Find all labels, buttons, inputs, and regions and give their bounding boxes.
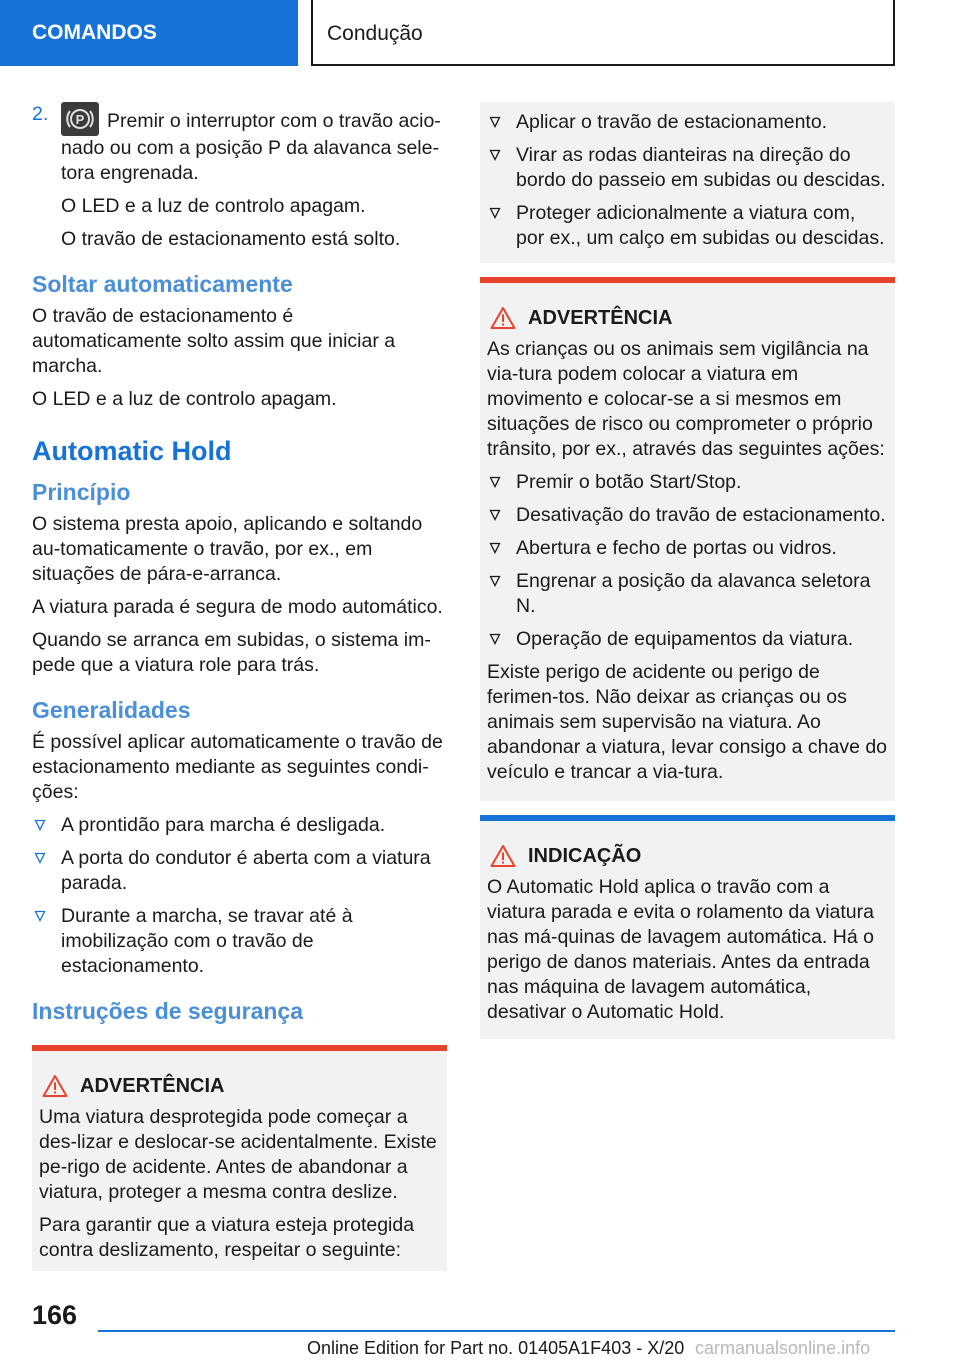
warning-2-paragraph-1: As crianças ou os animais sem vigilância na via-tura podem colocar a viatura em movimento e colocar-se a si mesmos em situações de risco ou comprometer o próprio trânsito, por ex., através das seguintes ações: <box>487 338 885 460</box>
note-title: INDICAÇÃO <box>487 843 888 869</box>
heading-principio: Princípio <box>32 479 131 505</box>
list-item: A porta do condutor é aberta com a viatura parada. <box>32 846 447 896</box>
heading-soltar: Soltar automaticamente <box>32 271 293 297</box>
list-item: Engrenar a posição da alavanca seletora N. <box>487 569 888 619</box>
warning-box-2 <box>480 277 895 801</box>
list-item: Durante a marcha, se travar até à imobilização com o travão de estacionamento. <box>32 904 447 979</box>
step-2-result-2: O travão de estacionamento está solto. <box>61 228 401 250</box>
warning-1-paragraph-1: Uma viatura desprotegida pode começar a des-lizar e deslocar-se acidentalmente. Existe pe-rigo de acidente. Antes de abandonar a viatura, proteger a mesma contra deslize. <box>39 1106 437 1203</box>
step-2 <box>32 102 447 186</box>
right-column <box>480 102 895 1039</box>
list-item: Aplicar o travão de estacionamento. <box>487 110 888 135</box>
triangle-bullet-icon <box>489 116 501 128</box>
step-2-text: Premir o interruptor com o travão acio-nado ou com a posição P da alavanca sele-tora engrenada. <box>61 110 441 184</box>
principio-paragraph-2: A viatura parada é segura de modo automático. <box>32 596 443 618</box>
heading-seguranca: Instruções de segurança <box>32 998 303 1024</box>
note-box <box>480 815 895 1039</box>
principio-paragraph-3: Quando se arranca em subidas, o sistema im-pede que a viatura role para trás. <box>32 629 431 676</box>
left-column <box>32 102 447 1271</box>
step-2-result-1: O LED e a luz de controlo apagam. <box>61 195 366 217</box>
step-number: 2. <box>32 103 49 125</box>
warning-triangle-icon <box>42 1074 68 1098</box>
list-item: Abertura e fecho de portas ou vidros. <box>487 536 888 561</box>
list-item: Premir o botão Start/Stop. <box>487 470 888 495</box>
principio-paragraph-1: O sistema presta apoio, aplicando e soltando au-tomaticamente o travão, por ex., em situações de pára-e-arranca. <box>32 513 423 585</box>
chapter-title: Condução <box>311 0 895 66</box>
note-paragraph: O Automatic Hold aplica o travão com a viatura parada e evita o rolamento da viatura nas má-quinas de lavagem automática. Há o perigo de danos materiais. Antes da entrada nas máquina de lavagem automática, desativar o Automatic Hold. <box>487 876 874 1023</box>
footer-divider <box>98 1330 895 1332</box>
svg-text:P: P <box>75 112 85 127</box>
warning-2-paragraph-2: Existe perigo de acidente ou perigo de ferimen-tos. Não deixar as crianças ou os animais sem supervisão na viatura. Ao abandonar a viatura, levar consigo a chave do veículo e trancar a via-tura. <box>487 661 888 783</box>
list-item: A prontidão para marcha é desligada. <box>32 813 447 838</box>
page-number: 166 <box>32 1300 78 1330</box>
list-item: Virar as rodas dianteiras na direção do bordo do passeio em subidas ou descidas. <box>487 143 888 193</box>
warning-1-paragraph-2: Para garantir que a viatura esteja protegida contra deslizamento, respeitar o seguinte: <box>39 1214 415 1261</box>
warning-1-continuation <box>480 102 895 263</box>
warning-triangle-icon <box>490 306 516 330</box>
soltar-paragraph-1: O travão de estacionamento é automaticamente solto assim que iniciar a marcha. <box>32 305 396 377</box>
triangle-bullet-icon <box>489 542 501 554</box>
triangle-bullet-icon <box>489 207 501 219</box>
triangle-bullet-icon <box>34 852 46 864</box>
warning-box-1 <box>32 1045 447 1271</box>
triangle-bullet-icon <box>34 819 46 831</box>
triangle-bullet-icon <box>489 633 501 645</box>
footer-watermark: carmanualsonline.info <box>695 1338 871 1358</box>
heading-automatic-hold: Automatic Hold <box>32 436 232 466</box>
generalidades-paragraph: É possível aplicar automaticamente o travão de estacionamento mediante as seguintes condi-ções: <box>32 731 443 803</box>
triangle-bullet-icon <box>489 575 501 587</box>
triangle-bullet-icon <box>489 149 501 161</box>
warning-triangle-icon <box>490 844 516 868</box>
triangle-bullet-icon <box>489 476 501 488</box>
warning-title: ADVERTÊNCIA <box>487 305 888 331</box>
triangle-bullet-icon <box>489 509 501 521</box>
warning-2-list <box>487 470 888 652</box>
footer-edition: Online Edition for Part no. 01405A1F403 - X/20 <box>307 1338 685 1358</box>
list-item: Desativação do travão de estacionamento. <box>487 503 888 528</box>
warning-title: ADVERTÊNCIA <box>39 1073 440 1099</box>
continuation-list <box>487 110 888 251</box>
parking-brake-icon <box>61 102 99 136</box>
generalidades-list <box>32 813 447 979</box>
list-item: Operação de equipamentos da viatura. <box>487 627 888 652</box>
triangle-bullet-icon <box>34 910 46 922</box>
list-item: Proteger adicionalmente a viatura com, por ex., um calço em subidas ou descidas. <box>487 201 888 251</box>
soltar-paragraph-2: O LED e a luz de controlo apagam. <box>32 388 337 410</box>
section-tab: COMANDOS <box>0 0 298 66</box>
heading-generalidades: Generalidades <box>32 697 191 723</box>
